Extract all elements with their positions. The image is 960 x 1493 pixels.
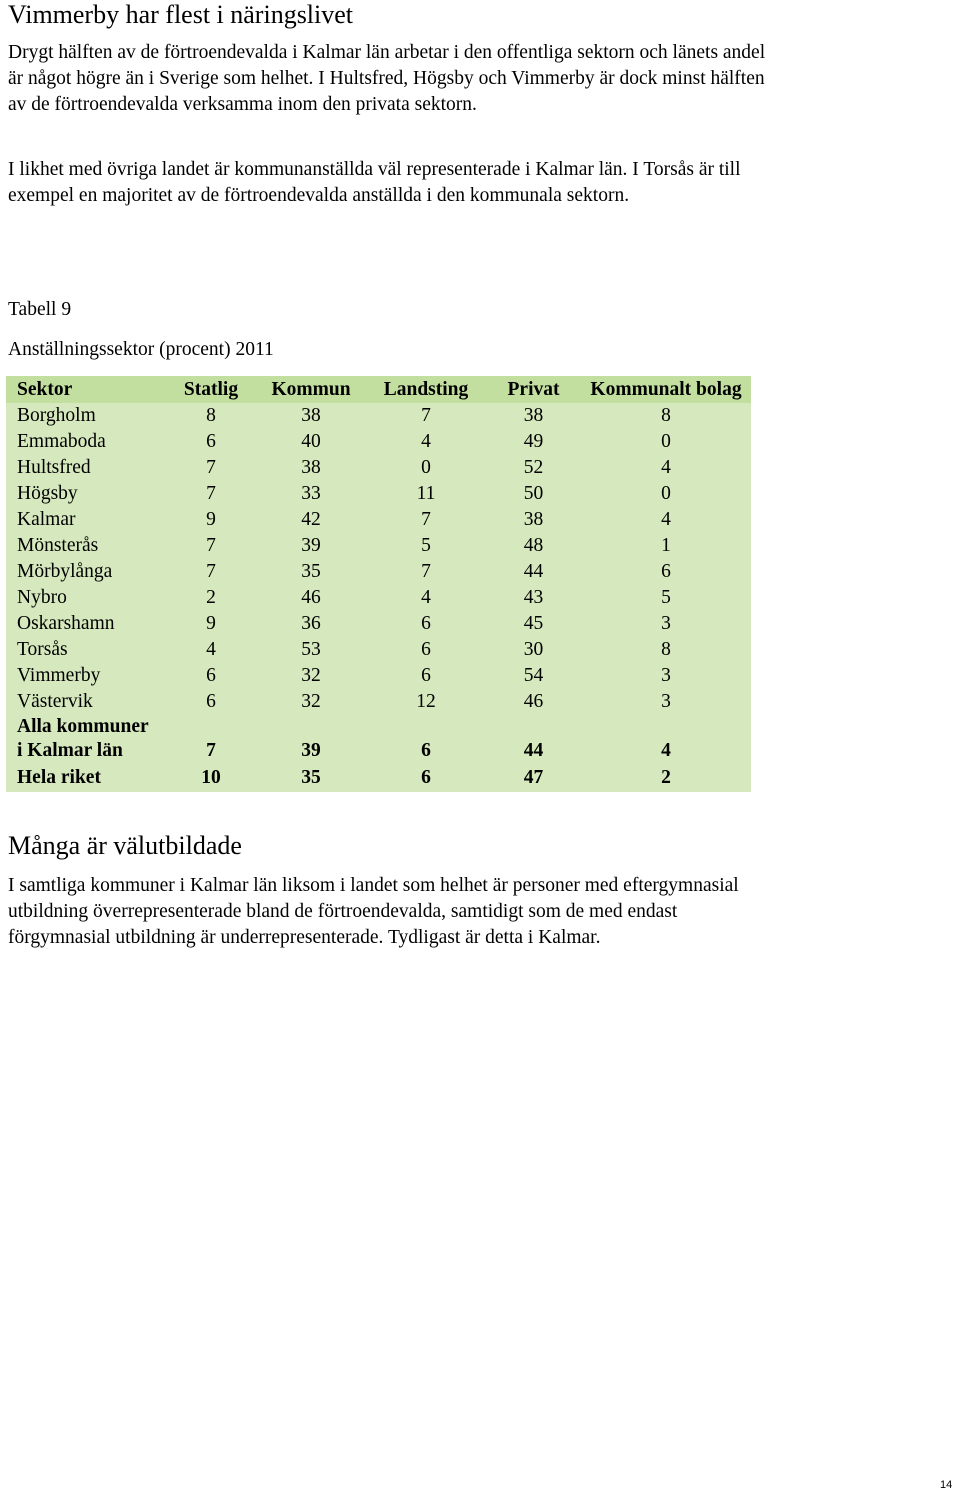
- table-cell: Mörbylånga: [6, 559, 166, 585]
- table-cell: 7: [166, 533, 256, 559]
- table-cell: 4: [581, 455, 751, 481]
- table-cell: 38: [486, 507, 581, 533]
- table-cell: 38: [486, 403, 581, 429]
- table-cell: 12: [366, 689, 486, 715]
- table-cell: 44: [486, 559, 581, 585]
- table-cell: 5: [581, 585, 751, 611]
- column-header: Statlig: [166, 376, 256, 403]
- table-cell: 6: [366, 637, 486, 663]
- table-row: [6, 559, 751, 585]
- table-cell: 3: [581, 689, 751, 715]
- employment-sector-table: [6, 376, 751, 792]
- table-row: [6, 637, 751, 663]
- table-cell: 35: [256, 559, 366, 585]
- table-cell: 4: [166, 637, 256, 663]
- table-cell: 6: [166, 429, 256, 455]
- table-cell: 2: [166, 585, 256, 611]
- table-cell: 42: [256, 507, 366, 533]
- table-cell: 32: [256, 663, 366, 689]
- table-cell: [6, 715, 166, 764]
- table-cell: 0: [581, 429, 751, 455]
- table-cell: Mönsterås: [6, 533, 166, 559]
- table-cell: 54: [486, 663, 581, 689]
- table-cell: 39: [256, 533, 366, 559]
- table-cell: 10: [166, 764, 256, 792]
- table-row: [6, 585, 751, 611]
- table-cell: 6: [366, 764, 486, 792]
- section-heading: Vimmerby har flest i näringslivet: [8, 0, 354, 29]
- table-cell: 47: [486, 764, 581, 792]
- table-cell: 39: [256, 715, 366, 764]
- table-row-country: [6, 764, 751, 792]
- table-row: [6, 533, 751, 559]
- table-cell: Emmaboda: [6, 429, 166, 455]
- table-cell: Oskarshamn: [6, 611, 166, 637]
- paragraph: Drygt hälften av de förtroendevalda i Kalmar län arbetar i den offentliga sektorn och länets andel är något högre än i Sverige som helhet. I Hultsfred, Högsby och Vimmerby är dock minst hälften av de förtroendevalda verksamma inom den privata sektorn.: [8, 42, 766, 115]
- total-label-line: i Kalmar län: [17, 740, 123, 761]
- table-cell: 8: [581, 403, 751, 429]
- table-cell: 45: [486, 611, 581, 637]
- table-cell: 7: [366, 507, 486, 533]
- table-cell: 6: [581, 559, 751, 585]
- table-cell: 6: [366, 663, 486, 689]
- table-cell: Vimmerby: [6, 663, 166, 689]
- table-cell: Kalmar: [6, 507, 166, 533]
- total-label-line: Alla kommuner: [17, 716, 149, 737]
- table-cell: 11: [366, 481, 486, 507]
- section-heading: Många är välutbildade: [8, 831, 242, 860]
- paragraph: I samtliga kommuner i Kalmar län liksom i landet som helhet är personer med eftergymnasial utbildning överrepresenterade bland de förtroendevalda, samtidigt som de med endast förgymnasial utbildning är underrepresenterade. Tydligast är detta i Kalmar.: [8, 875, 739, 948]
- table-cell: 7: [166, 455, 256, 481]
- table-cell: 7: [366, 403, 486, 429]
- table-cell: 32: [256, 689, 366, 715]
- table-cell: 4: [366, 585, 486, 611]
- table-cell: 52: [486, 455, 581, 481]
- table-cell: 8: [166, 403, 256, 429]
- column-header: Privat: [486, 376, 581, 403]
- table-cell: 4: [366, 429, 486, 455]
- table-cell: 38: [256, 403, 366, 429]
- table-cell: 9: [166, 611, 256, 637]
- table-cell: 44: [486, 715, 581, 764]
- table-cell: Hultsfred: [6, 455, 166, 481]
- table-cell: 49: [486, 429, 581, 455]
- table-cell: 50: [486, 481, 581, 507]
- column-header: Kommunalt bolag: [581, 376, 751, 403]
- table-title: Anställningssektor (procent) 2011: [8, 339, 274, 360]
- table-cell: 43: [486, 585, 581, 611]
- table-cell: 46: [256, 585, 366, 611]
- column-header: Sektor: [6, 376, 166, 403]
- table-header-row: [6, 376, 751, 403]
- table-cell: 0: [581, 481, 751, 507]
- table-cell: 30: [486, 637, 581, 663]
- table-cell: 38: [256, 455, 366, 481]
- table-cell: Torsås: [6, 637, 166, 663]
- table-cell: 8: [581, 637, 751, 663]
- table-cell: 1: [581, 533, 751, 559]
- table-cell: Nybro: [6, 585, 166, 611]
- table-cell: 48: [486, 533, 581, 559]
- table-cell: 2: [581, 764, 751, 792]
- table-cell: 40: [256, 429, 366, 455]
- table-cell: 6: [166, 663, 256, 689]
- table-caption: Tabell 9: [8, 299, 72, 320]
- table-row: [6, 663, 751, 689]
- column-header: Landsting: [366, 376, 486, 403]
- table-cell: 46: [486, 689, 581, 715]
- table-row: [6, 429, 751, 455]
- table-cell: 53: [256, 637, 366, 663]
- table-cell: 4: [581, 507, 751, 533]
- table-row-county-total: [6, 715, 751, 764]
- table-row: [6, 481, 751, 507]
- table-cell: Borgholm: [6, 403, 166, 429]
- table-cell: Västervik: [6, 689, 166, 715]
- table-cell: 7: [166, 715, 256, 764]
- table-cell: 0: [366, 455, 486, 481]
- column-header: Kommun: [256, 376, 366, 403]
- table-cell: Hela riket: [6, 764, 166, 792]
- table-cell: 5: [366, 533, 486, 559]
- table-cell: 3: [581, 611, 751, 637]
- table-cell: 7: [366, 559, 486, 585]
- page-number: 14: [940, 1479, 953, 1491]
- table-cell: 33: [256, 481, 366, 507]
- table-row: [6, 403, 751, 429]
- table-row: [6, 689, 751, 715]
- table-row: [6, 611, 751, 637]
- table-cell: 4: [581, 715, 751, 764]
- table-cell: 7: [166, 559, 256, 585]
- table-cell: 6: [366, 611, 486, 637]
- table-cell: 9: [166, 507, 256, 533]
- table-cell: 7: [166, 481, 256, 507]
- table-cell: Högsby: [6, 481, 166, 507]
- table-cell: 6: [366, 715, 486, 764]
- table-row: [6, 507, 751, 533]
- table-cell: 35: [256, 764, 366, 792]
- table-cell: 3: [581, 663, 751, 689]
- table-row: [6, 455, 751, 481]
- table-cell: 36: [256, 611, 366, 637]
- table-cell: 6: [166, 689, 256, 715]
- paragraph: I likhet med övriga landet är kommunanställda väl representerade i Kalmar län. I Torsås är till exempel en majoritet av de förtroendevalda anställda i den kommunala sektorn.: [8, 159, 741, 206]
